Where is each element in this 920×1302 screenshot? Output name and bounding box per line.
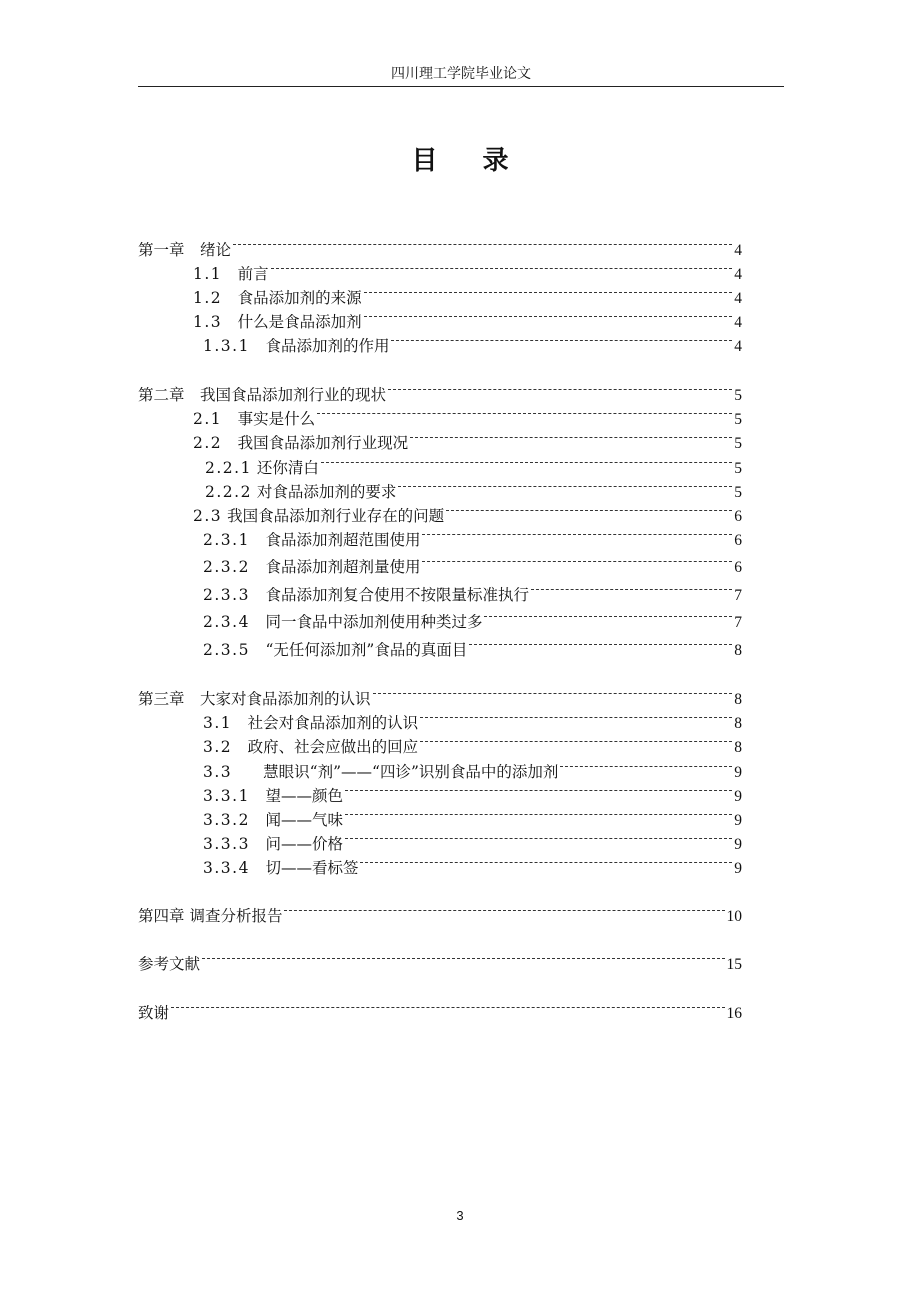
toc-leader-dashes	[345, 827, 732, 849]
toc-entry-title: 切——看标签	[265, 859, 359, 877]
toc-entry-page: 8	[734, 642, 742, 659]
toc-entry-page: 7	[734, 587, 742, 604]
toc-leader-dashes	[373, 682, 733, 704]
toc-entry-number: 2.3.2	[203, 558, 250, 576]
toc-entry-page: 8	[734, 715, 742, 732]
toc-leader-dashes	[364, 281, 733, 303]
toc-entry-number: 3.3.1	[203, 787, 250, 805]
toc-entry[interactable]	[138, 996, 742, 1025]
toc-entry-page: 5	[734, 484, 742, 501]
toc-entry-title: 我国食品添加剂行业的现状	[200, 386, 387, 404]
toc-leader-dashes	[410, 426, 732, 448]
toc-entry[interactable]	[203, 605, 742, 634]
toc-entry-number: 2.3.1	[203, 531, 250, 549]
toc-entry-title: 慧眼识“剂”——“四诊”识别食品中的添加剂	[263, 763, 559, 781]
toc-entry-title: “无任何添加剂”食品的真面目	[265, 641, 468, 659]
toc-entry-number: 2.1	[193, 410, 223, 428]
toc-entry-gap	[250, 556, 266, 578]
toc-entry[interactable]	[203, 633, 742, 662]
toc-entry-title: 食品添加剂的来源	[237, 289, 362, 307]
toc-entry-number: 1.2	[193, 289, 223, 307]
toc-entry-title: 我国食品添加剂行业存在的问题	[227, 507, 445, 525]
toc-entry-title: 什么是食品添加剂	[237, 313, 362, 331]
toc-entry-number: 3.2	[203, 738, 233, 756]
toc-leader-dashes	[271, 257, 733, 279]
toc-entry-number: 3.3.3	[203, 835, 250, 853]
toc-leader-dashes	[345, 803, 732, 825]
toc-entry-page: 8	[734, 739, 742, 756]
toc-entry-title: 前言	[237, 265, 269, 283]
toc-entry-page: 4	[734, 338, 742, 355]
toc-leader-dashes	[422, 550, 732, 572]
toc-leader-dashes	[360, 851, 732, 873]
toc-entry-page: 5	[734, 411, 742, 428]
toc-entry-title: 绪论	[200, 241, 232, 259]
toc-entry-title: 食品添加剂超剂量使用	[265, 558, 421, 576]
toc-entry-title: 政府、社会应做出的回应	[247, 738, 419, 756]
toc-entry-number: 2.2	[193, 434, 223, 452]
toc-entry-number: 第三章	[138, 690, 185, 708]
toc-entry-number: 2.3.3	[203, 586, 250, 604]
toc-leader-dashes	[284, 899, 724, 921]
toc-entry-number: 1.3	[193, 313, 223, 331]
toc-leader-dashes	[321, 451, 732, 473]
toc-entry-page: 9	[734, 860, 742, 877]
toc-entry-page: 5	[734, 435, 742, 452]
toc-entry-page: 16	[726, 1005, 742, 1022]
toc-entry-gap	[185, 688, 201, 710]
toc-entry-number: 3.1	[203, 714, 233, 732]
toc-entry-number: 第二章	[138, 386, 185, 404]
toc-entry-number: 2.2.1	[205, 459, 252, 477]
toc-leader-dashes	[388, 378, 732, 400]
toc-leader-dashes	[233, 233, 732, 255]
toc-leader-dashes	[364, 305, 733, 327]
toc-entry-title: 我国食品添加剂行业现况	[237, 434, 409, 452]
toc-entry-page: 9	[734, 788, 742, 805]
toc-leader-dashes	[171, 996, 724, 1018]
toc-entry-page: 9	[734, 836, 742, 853]
toc-entry-title: 还你清白	[256, 459, 319, 477]
toc-leader-dashes	[469, 633, 732, 655]
toc-entry-gap	[250, 584, 266, 606]
toc-entry-number: 1.3.1	[203, 337, 250, 355]
toc-leader-dashes	[446, 499, 732, 521]
toc-leader-dashes	[420, 730, 732, 752]
toc-leader-dashes	[560, 755, 732, 777]
toc-entry-title: 参考文献	[138, 955, 201, 973]
toc-leader-dashes	[484, 605, 732, 627]
toc-entry-gap	[250, 335, 266, 357]
toc-entry-title: 望——颜色	[265, 787, 343, 805]
toc-leader-dashes	[398, 475, 732, 497]
toc-leader-dashes	[531, 578, 732, 600]
toc-entry-page: 6	[734, 559, 742, 576]
toc-entry-page: 9	[734, 812, 742, 829]
toc-entry-title: 致谢	[138, 1004, 170, 1022]
toc-entry-title: 大家对食品添加剂的认识	[200, 690, 371, 708]
toc-entry-number: 第四章	[138, 907, 185, 925]
toc-entry-page: 10	[726, 908, 742, 925]
toc-entry-page: 4	[734, 290, 742, 307]
toc-entry-title: 事实是什么	[237, 410, 316, 428]
toc-entry[interactable]	[203, 523, 742, 552]
toc-entry-page: 6	[734, 532, 742, 549]
toc-entry-page: 4	[734, 266, 742, 283]
toc-entry-page: 9	[734, 764, 742, 781]
toc-leader-dashes	[345, 779, 732, 801]
toc-entry[interactable]	[203, 851, 742, 880]
toc-entry-gap	[250, 639, 266, 661]
toc-entry-title: 食品添加剂复合使用不按限量标准执行	[265, 586, 529, 604]
toc-leader-dashes	[317, 402, 732, 424]
toc-entry-number: 2.3.4	[203, 613, 250, 631]
toc-entry-page: 4	[734, 314, 742, 331]
toc-entry-title: 食品添加剂超范围使用	[265, 531, 421, 549]
toc-entry-title: 调查分析报告	[189, 907, 283, 925]
toc-entry-page: 5	[734, 460, 742, 477]
toc-entry-number: 3.3	[203, 763, 233, 781]
toc-entry-title: 社会对食品添加剂的认识	[247, 714, 419, 732]
toc-entry-gap	[250, 857, 266, 879]
toc-entry[interactable]	[203, 550, 742, 579]
page-title: 目 录	[411, 146, 527, 176]
toc-entry-title: 食品添加剂的作用	[265, 337, 390, 355]
toc-entry-number: 3.3.2	[203, 811, 250, 829]
toc-leader-dashes	[202, 947, 724, 969]
toc-entry[interactable]	[138, 899, 742, 928]
toc-entry-page: 7	[734, 614, 742, 631]
toc-entry-page: 8	[734, 691, 742, 708]
toc-entry-title: 对食品添加剂的要求	[256, 483, 397, 501]
toc-leader-dashes	[422, 523, 732, 545]
page-header: 四川理工学院毕业论文	[138, 62, 784, 87]
toc-entry-gap	[250, 529, 266, 551]
toc-entry-number: 2.3	[193, 507, 223, 525]
toc-leader-dashes	[420, 706, 732, 728]
toc-entry-title: 闻——气味	[265, 811, 343, 829]
toc-entry-title: 同一食品中添加剂使用种类过多	[265, 613, 483, 631]
toc-leader-dashes	[391, 329, 732, 351]
toc-entry-title: 问——价格	[265, 835, 343, 853]
toc-entry-number: 2.3.5	[203, 641, 250, 659]
toc-entry-page: 6	[734, 508, 742, 525]
page-number: 3	[456, 1208, 464, 1223]
toc-entry-number: 2.2.2	[205, 483, 252, 501]
toc-entry-number: 第一章	[138, 241, 185, 259]
toc-entry[interactable]	[138, 947, 742, 976]
toc-entry-number: 3.3.4	[203, 859, 250, 877]
toc-entry-page: 5	[734, 387, 742, 404]
toc-entry-gap	[250, 611, 266, 633]
toc-entry[interactable]	[203, 578, 742, 607]
toc-entry[interactable]	[203, 329, 742, 358]
toc-entry-page: 4	[734, 242, 742, 259]
toc-entry-page: 15	[726, 956, 742, 973]
toc-entry-number: 1.1	[193, 265, 223, 283]
